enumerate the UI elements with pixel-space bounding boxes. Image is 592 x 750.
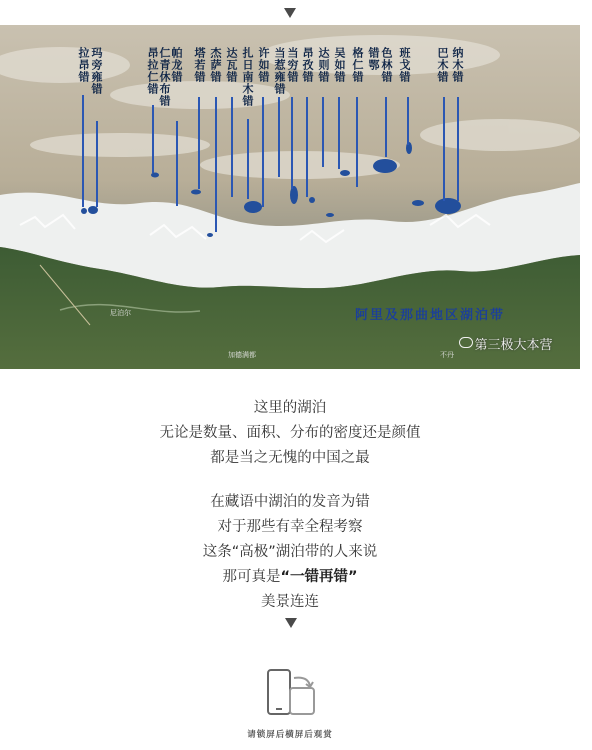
lake-label: 吴如错 <box>333 47 346 83</box>
text-line <box>0 565 580 590</box>
watermark: 第三极大本营 <box>474 338 553 353</box>
lake-leader-line <box>457 97 459 201</box>
lake-leader-line <box>231 97 233 197</box>
text-line: 美景连连 <box>261 594 319 610</box>
lake-label: 昂拉仁错 <box>146 47 159 95</box>
text-line: 这条“高极”湖泊带的人来说 <box>202 544 378 560</box>
text-fragment: 那可真是 <box>222 569 281 585</box>
lake-leader-line <box>356 97 358 187</box>
lake-label: 拉昂错 <box>77 47 90 83</box>
lake-label: 仁青休布错 <box>158 47 171 107</box>
text-line: 在藏语中湖泊的发音为错 <box>210 494 370 510</box>
place-label: 不丹 <box>440 351 454 359</box>
place-label: 尼泊尔 <box>110 309 131 317</box>
lake-label: 当惹雍错 <box>273 47 286 95</box>
lake-leader-line <box>82 95 84 207</box>
lake-label: 纳木错 <box>451 47 464 83</box>
lake-leader-line <box>291 97 293 189</box>
text-line: 无论是数量、面积、分布的密度还是颜值 <box>159 425 421 441</box>
lake-label: 杰萨错 <box>209 47 222 83</box>
lake-label: 达瓦错 <box>225 47 238 83</box>
down-arrow-icon <box>284 8 296 18</box>
lake-label: 昂孜错 <box>301 47 314 83</box>
lake-label: 玛旁雍错 <box>90 47 103 95</box>
lake-leader-line <box>338 97 340 169</box>
lake-label: 塔若错 <box>193 47 206 83</box>
lake-leader-line <box>96 121 98 207</box>
text-line: 对于那些有幸全程考察 <box>217 519 363 535</box>
lake-label: 当穷错 <box>286 47 299 83</box>
lake-label: 色林错 <box>380 47 393 83</box>
lake-label: 格仁错 <box>351 47 364 83</box>
text-line: 这里的湖泊 <box>253 400 327 416</box>
lake-leader-line <box>443 97 445 201</box>
lake-leader-line <box>247 119 249 199</box>
lake-leader-line <box>385 97 387 157</box>
lake-label: 许如错 <box>257 47 270 83</box>
lake-label: 达则错 <box>317 47 330 83</box>
lake-leader-line <box>322 97 324 167</box>
lake-leader-line <box>198 97 200 189</box>
explanation-paragraph <box>0 490 580 615</box>
down-arrow-icon <box>285 618 297 628</box>
lake-leader-line <box>152 105 154 173</box>
lake-label: 错鄂 <box>367 47 380 71</box>
lake-label: 扎日南木错 <box>241 47 254 107</box>
place-label: 加德满都 <box>228 351 256 359</box>
lake-leader-line <box>306 97 308 197</box>
emphasis-text: “一错再错” <box>280 569 358 585</box>
intro-paragraph <box>0 396 580 471</box>
map-caption: 阿里及那曲地区湖泊带 <box>355 308 506 323</box>
lake-leader-line <box>278 97 280 177</box>
lake-label: 班戈错 <box>398 47 411 83</box>
lake-leader-line <box>215 97 217 232</box>
lake-label: 帕龙错 <box>170 47 183 83</box>
text-line: 都是当之无愧的中国之最 <box>210 450 370 466</box>
rotate-hint: 请锁屏后横屏后观赏 <box>247 730 333 740</box>
lake-leader-line <box>407 97 409 145</box>
lake-leader-line <box>262 97 264 207</box>
lake-leader-line <box>176 121 178 206</box>
lake-label: 巴木错 <box>436 47 449 83</box>
phone-rotate-icon <box>264 668 320 718</box>
lake-belt-map <box>0 25 580 369</box>
